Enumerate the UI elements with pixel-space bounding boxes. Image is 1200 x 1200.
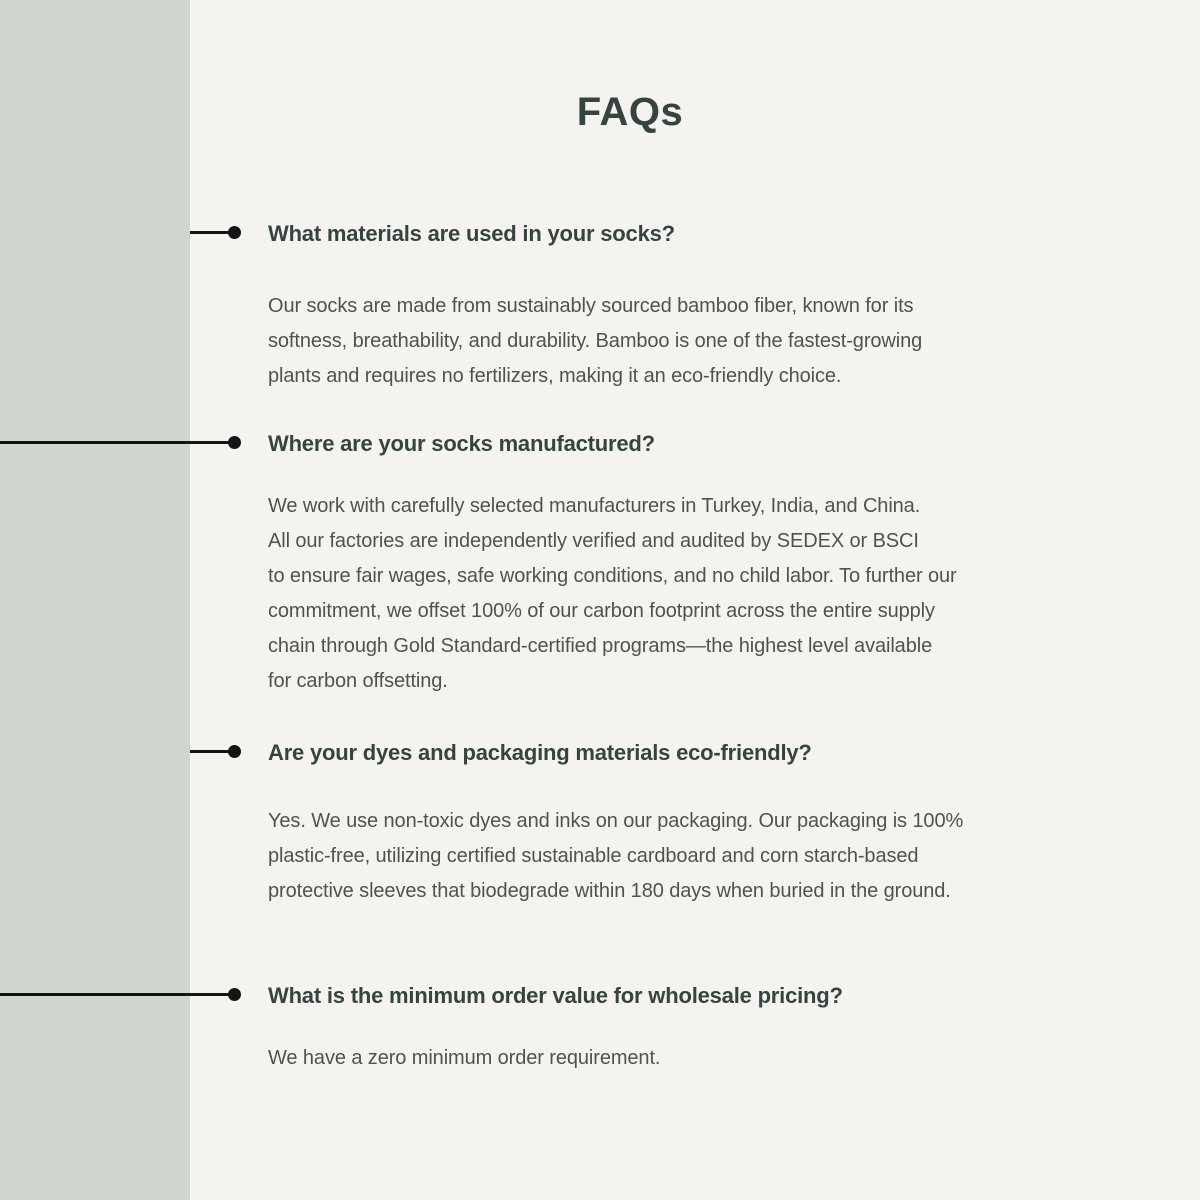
answer-line: Our socks are made from sustainably sourced bamboo fiber, known for its bbox=[268, 295, 914, 317]
faq-answer-1 bbox=[268, 289, 922, 394]
connector-line-4 bbox=[0, 993, 230, 996]
answer-line: for carbon offsetting. bbox=[268, 670, 448, 692]
connector-line-3 bbox=[190, 750, 230, 753]
faq-question-2: Where are your socks manufactured? bbox=[268, 431, 655, 456]
connector-line-2 bbox=[0, 441, 230, 444]
faq-answer-2 bbox=[268, 489, 957, 699]
answer-line: Yes. We use non-toxic dyes and inks on our packaging. Our packaging is 100% bbox=[268, 810, 964, 832]
faq-question-4: What is the minimum order value for wholesale pricing? bbox=[268, 983, 843, 1008]
answer-line: plastic-free, utilizing certified sustainable cardboard and corn starch-based bbox=[268, 845, 919, 867]
faq-answer-3 bbox=[268, 804, 963, 909]
connector-line-1 bbox=[190, 231, 230, 234]
answer-line: protective sleeves that biodegrade within 180 days when buried in the ground. bbox=[268, 880, 951, 902]
faq-question-3: Are your dyes and packaging materials eco-friendly? bbox=[268, 740, 812, 765]
connector-dot-3 bbox=[228, 745, 241, 758]
sidebar-stripe bbox=[0, 0, 190, 1200]
answer-line: plants and requires no fertilizers, making it an eco-friendly choice. bbox=[268, 365, 842, 387]
answer-line: commitment, we offset 100% of our carbon footprint across the entire supply bbox=[268, 600, 935, 622]
faq-answer-4 bbox=[268, 1041, 660, 1076]
answer-line: All our factories are independently verified and audited by SEDEX or BSCI bbox=[268, 530, 919, 552]
connector-dot-1 bbox=[228, 226, 241, 239]
answer-line: chain through Gold Standard-certified programs—the highest level available bbox=[268, 635, 933, 657]
answer-line: We work with carefully selected manufacturers in Turkey, India, and China. bbox=[268, 495, 921, 517]
answer-line: softness, breathability, and durability. Bamboo is one of the fastest-growing bbox=[268, 330, 923, 352]
answer-line: to ensure fair wages, safe working conditions, and no child labor. To further our bbox=[268, 565, 957, 587]
answer-line: We have a zero minimum order requirement. bbox=[268, 1047, 661, 1069]
page-title: FAQs bbox=[576, 90, 684, 134]
faq-question-1: What materials are used in your socks? bbox=[268, 221, 675, 246]
connector-dot-2 bbox=[228, 436, 241, 449]
connector-dot-4 bbox=[228, 988, 241, 1001]
